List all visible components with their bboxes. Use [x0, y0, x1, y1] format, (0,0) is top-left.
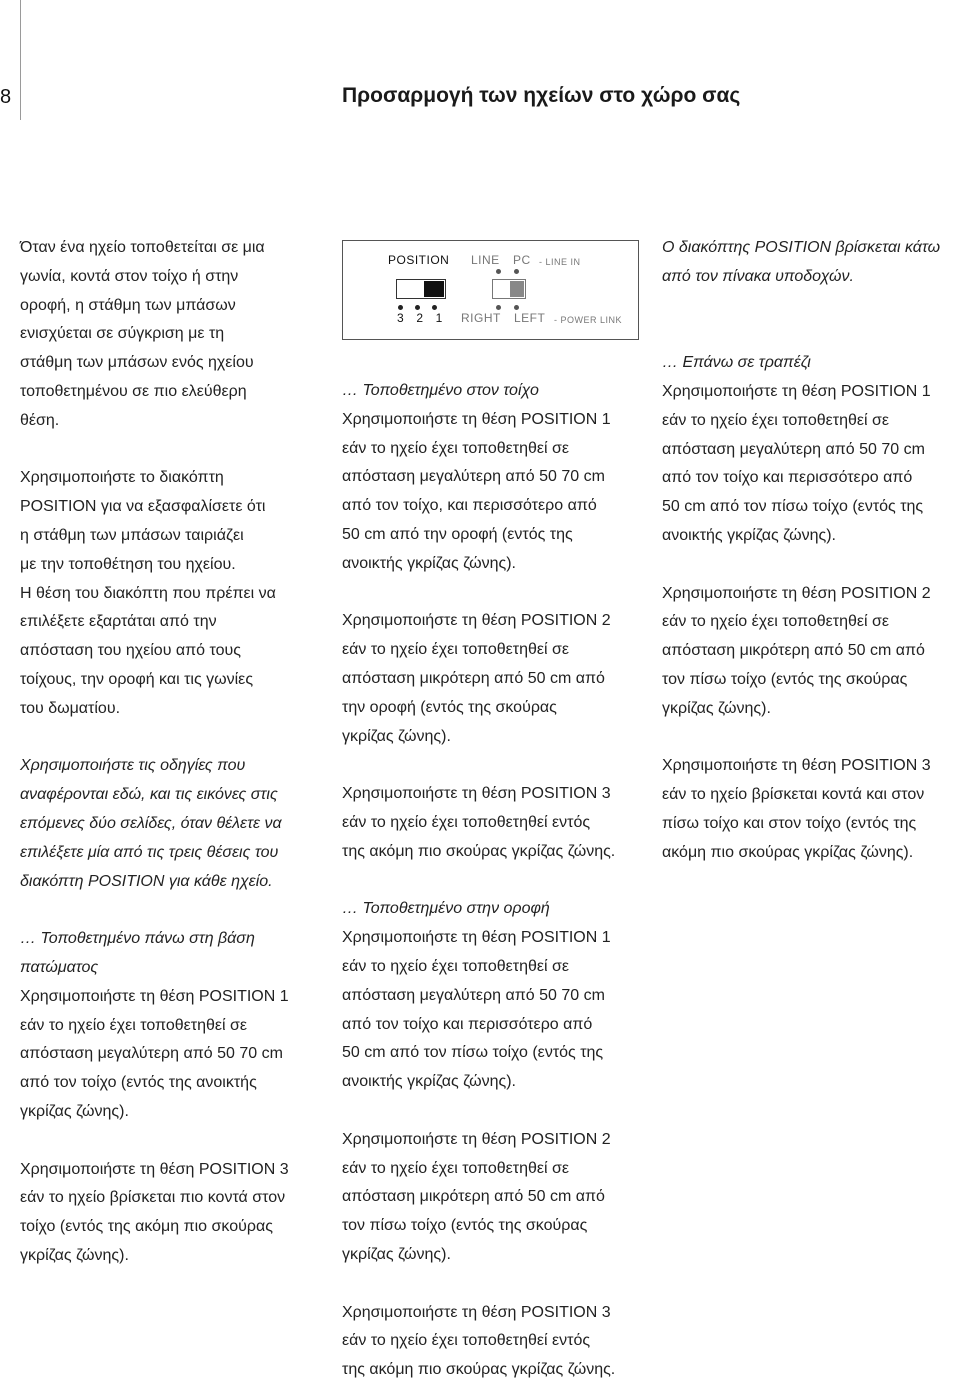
page-title: Προσαρμογή των ηχείων στο χώρο σας — [342, 84, 741, 107]
floor-line: απόσταση μεγαλύτερη από 50 70 cm — [20, 1045, 283, 1063]
wall-line: 50 cm από την οροφή (εντός της — [342, 525, 573, 543]
column-right — [662, 234, 960, 868]
body-line: POSITION για να εξασφαλίσετε ότι — [20, 498, 266, 516]
floor-heading: πατώματος — [20, 958, 99, 976]
ceiling-line: γκρίζας ζώνης). — [342, 1245, 451, 1263]
floor-heading: … Τοποθετημένο πάνω στη βάση — [20, 930, 255, 948]
intro-line: ενισχύεται σε σύγκριση με τη — [20, 325, 225, 343]
wall-line: εάν το ηχείο έχει τοποθετηθεί σε — [342, 641, 570, 659]
line-label: LINE — [471, 253, 500, 267]
table-line: ακόμη πιο σκούρας γκρίζας ζώνης). — [662, 843, 914, 861]
diagram-caption: από τον πίνακα υποδοχών. — [662, 267, 854, 285]
ceiling-line: απόσταση μικρότερη από 50 cm από — [342, 1188, 605, 1206]
position-numbers: 3 2 1 — [397, 311, 445, 325]
wall-line: γκρίζας ζώνης). — [342, 727, 451, 745]
note-line: διακόπτη POSITION για κάθε ηχείο. — [20, 872, 273, 890]
ceiling-line: Χρησιμοποιήστε τη θέση POSITION 1 — [342, 929, 611, 947]
table-line: ανοικτής γκρίζας ζώνης). — [662, 526, 836, 544]
ceiling-line: εάν το ηχείο έχει τοποθετηθεί εντός — [342, 1332, 591, 1350]
wall-line: της ακόμη πιο σκούρας γκρίζας ζώνης. — [342, 842, 616, 860]
line-in-label: - LINE IN — [539, 257, 581, 267]
intro-line: στάθμη των μπάσων ενός ηχείου — [20, 354, 254, 372]
position-switch-diagram — [342, 240, 639, 340]
table-line: Χρησιμοποιήστε τη θέση POSITION 3 — [662, 757, 931, 775]
floor-line: τοίχο (εντός της ακόμη πιο σκούρας — [20, 1218, 273, 1236]
table-heading: … Επάνω σε τραπέζι — [662, 354, 811, 372]
position-label: POSITION — [388, 253, 450, 267]
wall-line: Χρησιμοποιήστε τη θέση POSITION 1 — [342, 410, 611, 428]
ceiling-heading: … Τοποθετημένο στην οροφή — [342, 900, 550, 918]
table-line: από τον τοίχο και περισσότερο από — [662, 469, 913, 487]
body-line: απόσταση του ηχείου από τους — [20, 642, 241, 660]
table-line: εάν το ηχείο βρίσκεται κοντά και στον — [662, 786, 925, 804]
table-line: εάν το ηχείο έχει τοποθετηθεί σε — [662, 613, 890, 631]
wall-line: ανοικτής γκρίζας ζώνης). — [342, 554, 516, 572]
table-line: γκρίζας ζώνης). — [662, 699, 771, 717]
position-switch-icon — [396, 279, 446, 299]
wall-line: Χρησιμοποιήστε τη θέση POSITION 2 — [342, 612, 611, 630]
floor-line: Χρησιμοποιήστε τη θέση POSITION 1 — [20, 987, 289, 1005]
wall-line: εάν το ηχείο έχει τοποθετηθεί σε — [342, 439, 570, 457]
wall-line: από τον τοίχο, και περισσότερο από — [342, 497, 597, 515]
table-line: τον πίσω τοίχο (εντός της σκούρας — [662, 670, 908, 688]
floor-line: εάν το ηχείο βρίσκεται πιο κοντά στον — [20, 1189, 286, 1207]
pc-label: PC — [513, 253, 531, 267]
table-line: απόσταση μικρότερη από 50 cm από — [662, 642, 925, 660]
margin-rule — [20, 0, 21, 120]
page-number: 8 — [0, 86, 12, 108]
intro-line: Όταν ένα ηχείο τοποθετείται σε μια — [20, 239, 265, 256]
floor-line: εάν το ηχείο έχει τοποθετηθεί σε — [20, 1016, 248, 1034]
body-line: Χρησιμοποιήστε το διακόπτη — [20, 469, 224, 487]
note-line: Χρησιμοποιήστε τις οδηγίες που — [20, 757, 246, 775]
ceiling-line: της ακόμη πιο σκούρας γκρίζας ζώνης. — [342, 1361, 616, 1379]
ceiling-line: ανοικτής γκρίζας ζώνης). — [342, 1073, 516, 1091]
column-middle — [342, 377, 647, 1385]
body-line: επιλέξετε εξαρτάται από την — [20, 613, 217, 631]
wall-heading: … Τοποθετημένο στον τοίχο — [342, 382, 539, 399]
intro-line: θέση. — [20, 411, 60, 429]
table-line: απόσταση μεγαλύτερη από 50 70 cm — [662, 440, 925, 458]
ceiling-line: 50 cm από τον πίσω τοίχο (εντός της — [342, 1044, 604, 1062]
ceiling-line: απόσταση μεγαλύτερη από 50 70 cm — [342, 986, 605, 1004]
body-line: τοίχους, την οροφή και τις γωνίες — [20, 670, 254, 688]
wall-line: εάν το ηχείο έχει τοποθετηθεί εντός — [342, 813, 591, 831]
table-line: εάν το ηχείο έχει τοποθετηθεί σε — [662, 411, 890, 429]
intro-line: οροφή, η στάθμη των μπάσων — [20, 296, 236, 314]
wall-line: την οροφή (εντός της σκούρας — [342, 698, 557, 716]
wall-line: Χρησιμοποιήστε τη θέση POSITION 3 — [342, 785, 611, 803]
wall-line: απόσταση μεγαλύτερη από 50 70 cm — [342, 468, 605, 486]
power-link-label: - POWER LINK — [554, 315, 623, 325]
table-line: Χρησιμοποιήστε τη θέση POSITION 2 — [662, 584, 931, 602]
intro-line: τοποθετημένου σε πιο ελεύθερη — [20, 382, 247, 400]
floor-line: Χρησιμοποιήστε τη θέση POSITION 3 — [20, 1160, 289, 1178]
ceiling-line: εάν το ηχείο έχει τοποθετηθεί σε — [342, 1159, 570, 1177]
floor-line: γκρίζας ζώνης). — [20, 1102, 129, 1120]
table-line: Χρησιμοποιήστε τη θέση POSITION 1 — [662, 382, 931, 400]
ceiling-line: τον πίσω τοίχο (εντός της σκούρας — [342, 1217, 588, 1235]
wall-line: απόσταση μικρότερη από 50 cm από — [342, 669, 605, 687]
ceiling-line: από τον τοίχο και περισσότερο από — [342, 1015, 593, 1033]
note-line: επιλέξετε μία από τις τρεις θέσεις του — [20, 843, 279, 861]
intro-line: γωνία, κοντά στον τοίχο ή στην — [20, 267, 239, 285]
line-pc-switch-icon — [492, 279, 526, 299]
table-line: πίσω τοίχο και στον τοίχο (εντός της — [662, 814, 917, 832]
body-line: η στάθμη των μπάσων ταιριάζει — [20, 526, 244, 544]
ceiling-line: Χρησιμοποιήστε τη θέση POSITION 3 — [342, 1303, 611, 1321]
floor-line: γκρίζας ζώνης). — [20, 1246, 129, 1264]
right-label: RIGHT — [461, 311, 501, 325]
note-line: αναφέρονται εδώ, και τις εικόνες στις — [20, 786, 278, 804]
ceiling-line: Χρησιμοποιήστε τη θέση POSITION 2 — [342, 1130, 611, 1148]
note-line: επόμενες δύο σελίδες, όταν θέλετε να — [20, 814, 282, 832]
body-line: του δωματίου. — [20, 699, 121, 717]
ceiling-line: εάν το ηχείο έχει τοποθετηθεί σε — [342, 957, 570, 975]
diagram-caption: Ο διακόπτης POSITION βρίσκεται κάτω — [662, 239, 941, 256]
left-label: LEFT — [514, 311, 546, 325]
table-line: 50 cm από τον πίσω τοίχο (εντός της — [662, 498, 924, 516]
floor-line: από τον τοίχο (εντός της ανοικτής — [20, 1074, 257, 1092]
body-line: Η θέση του διακόπτη που πρέπει να — [20, 584, 276, 602]
body-line: με την τοποθέτηση του ηχείου. — [20, 555, 236, 573]
column-left — [20, 234, 325, 1271]
